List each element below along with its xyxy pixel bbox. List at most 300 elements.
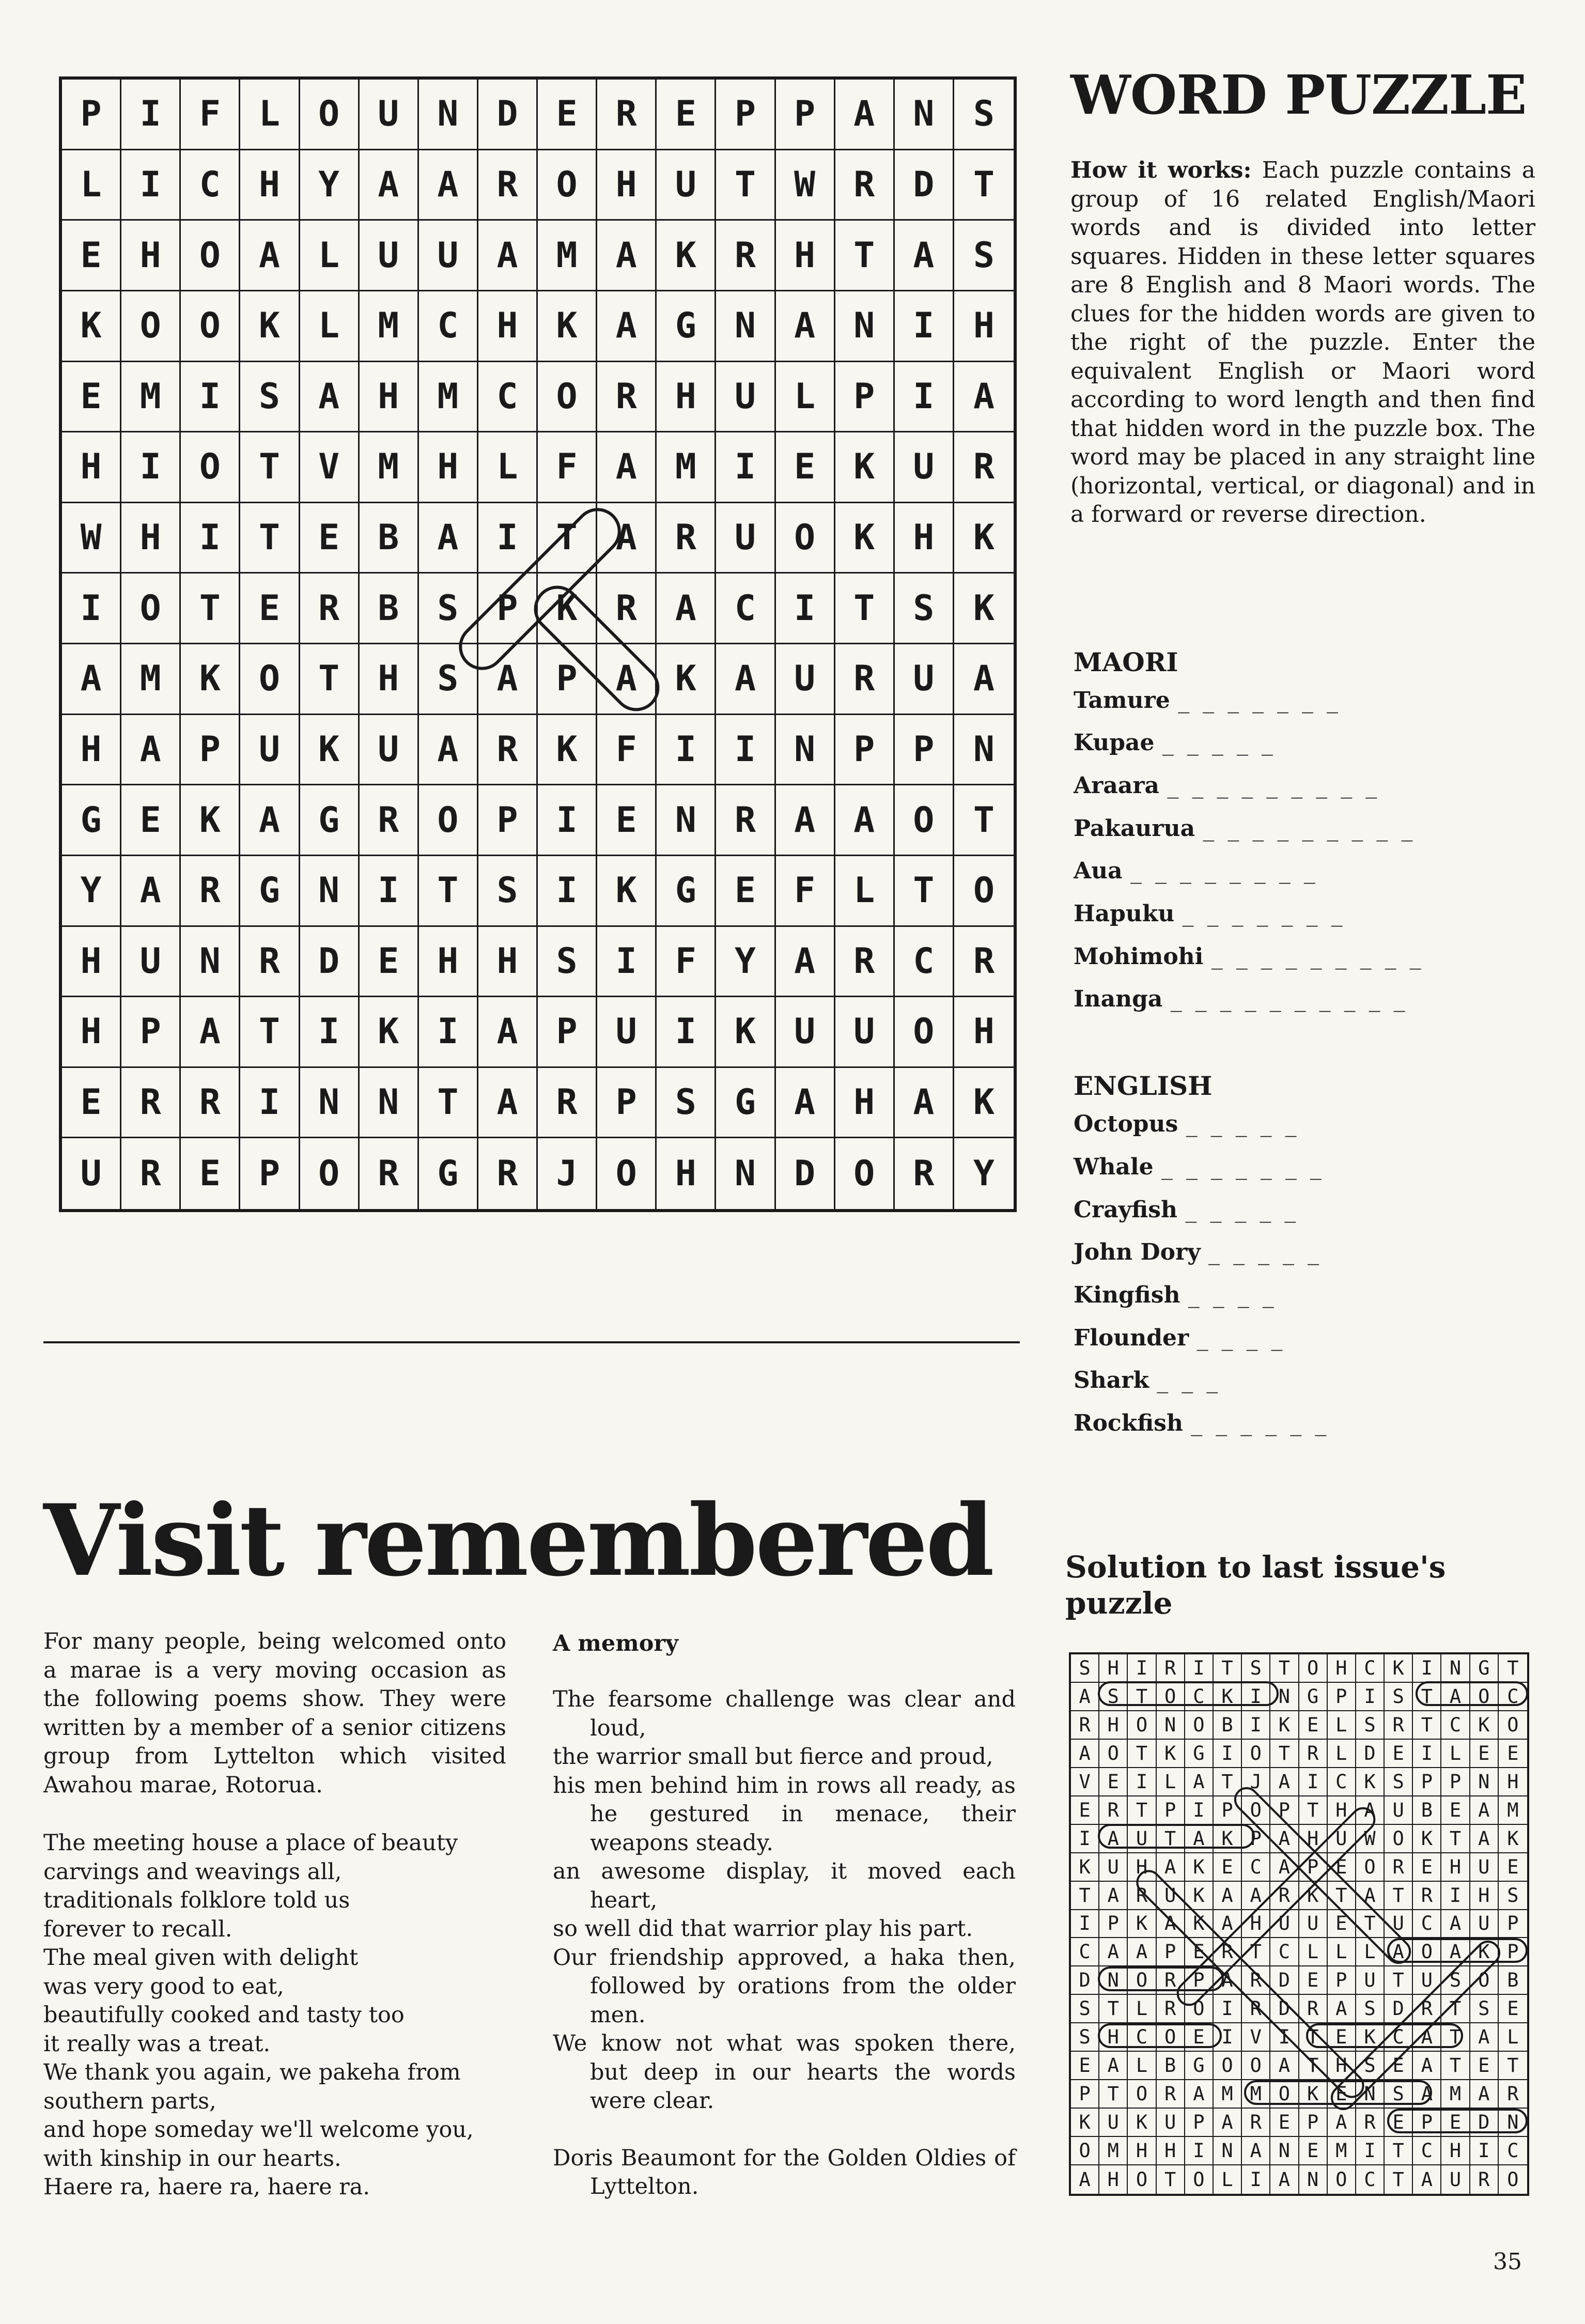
puzzle-letter-cell[interactable]: T (181, 574, 240, 644)
puzzle-letter-cell[interactable]: E (121, 785, 181, 856)
puzzle-letter-cell[interactable]: I (62, 574, 121, 644)
puzzle-letter-cell[interactable]: A (776, 1068, 835, 1139)
puzzle-letter-cell[interactable]: G (240, 856, 300, 927)
puzzle-letter-cell[interactable]: N (181, 927, 240, 998)
puzzle-letter-cell[interactable]: A (597, 291, 657, 362)
puzzle-letter-cell[interactable]: G (657, 291, 716, 362)
puzzle-letter-cell[interactable]: A (895, 1068, 954, 1139)
puzzle-letter-cell[interactable]: H (240, 150, 300, 221)
puzzle-letter-cell[interactable]: A (895, 221, 954, 291)
puzzle-letter-cell[interactable]: T (954, 785, 1014, 856)
puzzle-letter-cell[interactable]: W (62, 503, 121, 574)
solution-letter-cell: K (1299, 1882, 1328, 1910)
poem-line: so well did that warrior play his part. (553, 1916, 973, 1942)
puzzle-letter-cell[interactable]: N (419, 80, 478, 150)
puzzle-letter-cell[interactable]: A (240, 785, 300, 856)
solution-letter-cell: T (1385, 1882, 1413, 1910)
puzzle-letter-cell[interactable]: I (776, 574, 835, 644)
puzzle-letter-cell[interactable]: R (597, 362, 657, 433)
puzzle-letter-cell[interactable]: E (538, 80, 597, 150)
puzzle-letter-cell[interactable]: S (895, 574, 954, 644)
puzzle-letter-cell[interactable]: G (657, 856, 716, 927)
puzzle-letter-cell[interactable]: R (478, 1138, 538, 1209)
answer-blanks[interactable]: _ _ _ _ _ _ _ _ _ (1211, 943, 1424, 970)
puzzle-letter-cell[interactable]: C (181, 150, 240, 221)
answer-blanks[interactable]: _ _ _ _ _ (1186, 1111, 1300, 1137)
puzzle-letter-cell[interactable]: O (121, 291, 181, 362)
puzzle-letter-cell[interactable]: U (716, 503, 775, 574)
puzzle-letter-cell[interactable]: I (478, 503, 538, 574)
puzzle-letter-cell[interactable]: S (240, 362, 300, 433)
solution-letter-cell: E (1499, 1740, 1527, 1768)
puzzle-letter-cell[interactable]: U (776, 644, 835, 715)
puzzle-letter-cell[interactable]: A (776, 927, 835, 998)
puzzle-letter-cell[interactable]: I (419, 997, 478, 1068)
puzzle-letter-cell[interactable]: E (360, 927, 419, 998)
puzzle-letter-cell[interactable]: H (419, 927, 478, 998)
puzzle-letter-cell[interactable]: A (419, 715, 478, 786)
puzzle-letter-cell[interactable]: K (954, 503, 1014, 574)
puzzle-letter-cell[interactable]: A (181, 997, 240, 1068)
puzzle-letter-cell[interactable]: O (300, 1138, 360, 1209)
puzzle-letter-cell[interactable]: O (835, 1138, 895, 1209)
puzzle-letter-cell[interactable]: T (538, 503, 597, 574)
solution-letter-cell: I (1270, 2023, 1299, 2052)
puzzle-letter-cell[interactable]: C (895, 927, 954, 998)
puzzle-letter-cell[interactable]: R (835, 927, 895, 998)
solution-letter-cell: A (1328, 2109, 1356, 2137)
puzzle-letter-cell[interactable]: I (538, 785, 597, 856)
puzzle-letter-cell[interactable]: S (419, 644, 478, 715)
puzzle-letter-cell[interactable]: M (121, 362, 181, 433)
puzzle-letter-cell[interactable]: P (835, 362, 895, 433)
puzzle-letter-cell[interactable]: A (716, 644, 775, 715)
puzzle-letter-cell[interactable]: F (597, 715, 657, 786)
puzzle-letter-cell[interactable]: A (300, 362, 360, 433)
puzzle-letter-cell[interactable]: A (597, 503, 657, 574)
puzzle-letter-cell[interactable]: H (597, 150, 657, 221)
clue-word: Kupae (1074, 730, 1155, 756)
puzzle-letter-cell[interactable]: R (835, 644, 895, 715)
puzzle-letter-cell[interactable]: E (657, 80, 716, 150)
puzzle-letter-cell[interactable]: U (121, 927, 181, 998)
solution-letter-cell: A (1328, 1995, 1356, 2023)
puzzle-letter-cell[interactable]: I (716, 432, 775, 503)
solution-circle-eatet (1388, 2110, 1527, 2132)
puzzle-letter-cell[interactable]: R (181, 856, 240, 927)
puzzle-letter-cell[interactable]: A (419, 150, 478, 221)
puzzle-letter-cell[interactable]: F (657, 927, 716, 998)
puzzle-letter-cell[interactable]: O (240, 644, 300, 715)
puzzle-letter-cell[interactable]: E (597, 785, 657, 856)
puzzle-letter-cell[interactable]: N (835, 291, 895, 362)
puzzle-letter-cell[interactable]: N (716, 1138, 775, 1209)
puzzle-letter-cell[interactable]: L (776, 362, 835, 433)
puzzle-letter-cell[interactable]: D (776, 1138, 835, 1209)
puzzle-letter-cell[interactable]: A (776, 785, 835, 856)
puzzle-letter-cell[interactable]: O (538, 362, 597, 433)
puzzle-letter-cell[interactable]: D (478, 80, 538, 150)
puzzle-letter-cell[interactable]: K (360, 997, 419, 1068)
puzzle-letter-cell[interactable]: R (478, 715, 538, 786)
puzzle-letter-cell[interactable]: A (121, 856, 181, 927)
puzzle-letter-cell[interactable]: E (181, 1138, 240, 1209)
answer-blanks[interactable]: _ _ _ _ (1196, 1325, 1286, 1351)
puzzle-letter-cell[interactable]: M (121, 644, 181, 715)
puzzle-letter-cell[interactable]: N (360, 1068, 419, 1139)
puzzle-letter-cell[interactable]: E (716, 856, 775, 927)
puzzle-letter-cell[interactable]: U (835, 997, 895, 1068)
puzzle-letter-cell[interactable]: G (716, 1068, 775, 1139)
puzzle-letter-cell[interactable]: C (419, 291, 478, 362)
puzzle-letter-cell[interactable]: R (835, 150, 895, 221)
puzzle-letter-cell[interactable]: A (478, 997, 538, 1068)
puzzle-letter-cell[interactable]: G (419, 1138, 478, 1209)
solution-letter-cell: K (1214, 1683, 1242, 1711)
puzzle-letter-cell[interactable]: I (240, 1068, 300, 1139)
puzzle-letter-cell[interactable]: G (300, 785, 360, 856)
puzzle-letter-cell[interactable]: K (954, 574, 1014, 644)
puzzle-letter-cell[interactable]: U (360, 221, 419, 291)
puzzle-letter-cell[interactable]: T (240, 503, 300, 574)
puzzle-letter-cell[interactable]: E (62, 1068, 121, 1139)
puzzle-letter-cell[interactable]: I (895, 291, 954, 362)
clue-word: Shark (1074, 1367, 1149, 1393)
puzzle-letter-cell[interactable]: H (835, 1068, 895, 1139)
puzzle-letter-cell[interactable]: R (954, 432, 1014, 503)
puzzle-letter-cell[interactable]: D (300, 927, 360, 998)
puzzle-letter-cell[interactable]: H (62, 997, 121, 1068)
puzzle-letter-cell[interactable]: R (716, 221, 775, 291)
puzzle-letter-cell[interactable]: H (954, 997, 1014, 1068)
puzzle-letter-cell[interactable]: K (538, 291, 597, 362)
puzzle-letter-cell[interactable]: I (657, 997, 716, 1068)
puzzle-letter-cell[interactable]: Y (62, 856, 121, 927)
puzzle-letter-cell[interactable]: O (300, 80, 360, 150)
puzzle-letter-cell[interactable]: K (657, 644, 716, 715)
puzzle-letter-cell[interactable]: U (360, 715, 419, 786)
puzzle-letter-cell[interactable]: O (895, 785, 954, 856)
puzzle-letter-cell[interactable]: H (62, 432, 121, 503)
puzzle-letter-cell[interactable]: S (954, 221, 1014, 291)
poem-line: forever to recall. (43, 1916, 232, 1942)
puzzle-letter-cell[interactable]: H (657, 1138, 716, 1209)
puzzle-letter-cell[interactable]: I (597, 927, 657, 998)
puzzle-letter-cell[interactable]: B (360, 574, 419, 644)
puzzle-letter-cell[interactable]: P (716, 80, 775, 150)
puzzle-letter-cell[interactable]: H (954, 291, 1014, 362)
answer-blanks[interactable]: _ _ _ _ _ _ _ _ _ (1167, 772, 1380, 799)
puzzle-letter-cell[interactable]: O (181, 221, 240, 291)
answer-blanks[interactable]: _ _ _ (1157, 1367, 1221, 1393)
puzzle-letter-cell[interactable]: L (835, 856, 895, 927)
puzzle-letter-cell[interactable]: R (597, 574, 657, 644)
solution-letter-cell: O (1413, 1938, 1441, 1966)
puzzle-letter-cell[interactable]: I (538, 856, 597, 927)
puzzle-letter-cell[interactable]: T (954, 150, 1014, 221)
puzzle-letter-cell[interactable]: T (895, 856, 954, 927)
puzzle-letter-cell[interactable]: E (776, 432, 835, 503)
puzzle-letter-cell[interactable]: R (716, 785, 775, 856)
puzzle-letter-cell[interactable]: T (240, 432, 300, 503)
puzzle-letter-cell[interactable]: F (538, 432, 597, 503)
puzzle-letter-cell[interactable]: I (716, 715, 775, 786)
puzzle-letter-cell[interactable]: R (478, 150, 538, 221)
puzzle-letter-cell[interactable]: O (597, 1138, 657, 1209)
answer-blanks[interactable]: _ _ _ _ _ _ _ _ _ (1203, 815, 1416, 842)
puzzle-letter-cell[interactable]: I (181, 362, 240, 433)
puzzle-letter-cell[interactable]: A (478, 1068, 538, 1139)
puzzle-letter-cell[interactable]: I (895, 362, 954, 433)
english-heading: ENGLISH (1074, 1071, 1213, 1101)
puzzle-letter-cell[interactable]: O (121, 574, 181, 644)
puzzle-letter-cell[interactable]: P (895, 715, 954, 786)
puzzle-letter-cell[interactable]: R (181, 1068, 240, 1139)
puzzle-letter-cell[interactable]: A (954, 362, 1014, 433)
puzzle-letter-cell[interactable]: A (478, 221, 538, 291)
puzzle-letter-cell[interactable]: Y (973, 1153, 994, 1195)
puzzle-letter-cell[interactable]: T (300, 644, 360, 715)
puzzle-letter-cell[interactable]: A (597, 432, 657, 503)
puzzle-letter-cell[interactable]: H (62, 927, 121, 998)
puzzle-letter-cell[interactable]: T (716, 150, 775, 221)
puzzle-letter-cell[interactable]: I (121, 150, 181, 221)
solution-letter-cell: R (1128, 1882, 1156, 1910)
solution-letter-cell: U (1157, 1882, 1185, 1910)
puzzle-letter-cell[interactable]: U (895, 644, 954, 715)
puzzle-letter-cell[interactable]: N (954, 715, 1014, 786)
puzzle-letter-cell[interactable]: P (478, 574, 538, 644)
puzzle-letter-cell[interactable]: P (240, 1138, 300, 1209)
puzzle-letter-cell[interactable]: W (776, 150, 835, 221)
puzzle-letter-cell[interactable]: U (895, 432, 954, 503)
puzzle-letter-cell[interactable]: N (776, 715, 835, 786)
puzzle-letter-cell[interactable]: R (895, 1138, 954, 1209)
puzzle-letter-cell[interactable]: D (895, 150, 954, 221)
puzzle-letter-cell[interactable]: K (538, 574, 597, 644)
puzzle-letter-cell[interactable]: M (538, 221, 597, 291)
poem-line: his men behind him in rows all ready, as he gestured in menace, their weapons steady. (553, 1772, 1016, 1856)
puzzle-letter-cell[interactable]: B (360, 503, 419, 574)
puzzle-letter-cell[interactable]: P (835, 715, 895, 786)
puzzle-letter-cell[interactable]: U (419, 221, 478, 291)
solution-letter-cell: N (1499, 2109, 1527, 2137)
puzzle-letter-cell[interactable]: H (478, 291, 538, 362)
puzzle-letter-cell[interactable]: A (62, 644, 121, 715)
puzzle-letter-cell[interactable]: K (835, 503, 895, 574)
puzzle-letter-cell[interactable]: U (240, 715, 300, 786)
answer-blanks[interactable]: _ _ _ _ _ (1162, 730, 1276, 756)
puzzle-letter-cell[interactable]: H (360, 362, 419, 433)
puzzle-letter-cell[interactable]: A (597, 644, 657, 715)
puzzle-letter-cell[interactable]: I (657, 715, 716, 786)
puzzle-letter-cell[interactable]: A (835, 80, 895, 150)
puzzle-letter-cell[interactable]: U (360, 80, 419, 150)
puzzle-letter-cell[interactable]: U (716, 362, 775, 433)
puzzle-letter-cell[interactable]: J (538, 1138, 597, 1209)
puzzle-letter-cell[interactable]: P (62, 80, 121, 150)
puzzle-letter-cell[interactable]: A (657, 574, 716, 644)
puzzle-letter-cell[interactable]: T (835, 221, 895, 291)
puzzle-letter-cell[interactable]: A (835, 785, 895, 856)
puzzle-letter-cell[interactable]: Y (300, 150, 360, 221)
puzzle-letter-cell[interactable]: P (538, 997, 597, 1068)
answer-blanks[interactable]: _ _ _ _ _ _ _ (1182, 901, 1346, 927)
puzzle-letter-cell[interactable]: E (62, 362, 121, 433)
puzzle-letter-cell[interactable]: R (360, 1138, 419, 1209)
puzzle-letter-cell[interactable]: P (478, 785, 538, 856)
puzzle-letter-cell[interactable]: L (300, 221, 360, 291)
puzzle-letter-cell[interactable]: O (419, 785, 478, 856)
puzzle-letter-cell[interactable]: H (419, 432, 478, 503)
puzzle-letter-cell[interactable]: S (657, 1068, 716, 1139)
puzzle-letter-cell[interactable]: E (300, 503, 360, 574)
puzzle-letter-cell[interactable]: G (62, 785, 121, 856)
puzzle-letter-cell[interactable]: A (776, 291, 835, 362)
answer-blanks[interactable]: _ _ _ _ _ _ _ _ _ _ (1170, 986, 1408, 1012)
puzzle-letter-cell[interactable]: E (62, 221, 121, 291)
puzzle-letter-cell[interactable]: A (360, 150, 419, 221)
puzzle-letter-cell[interactable]: I (181, 503, 240, 574)
puzzle-letter-cell[interactable]: A (478, 644, 538, 715)
puzzle-letter-cell[interactable]: P (597, 1068, 657, 1139)
puzzle-letter-cell[interactable]: S (478, 856, 538, 927)
puzzle-letter-cell[interactable]: H (360, 644, 419, 715)
puzzle-letter-cell[interactable]: M (360, 432, 419, 503)
answer-blanks[interactable]: _ _ _ _ _ _ _ _ (1130, 858, 1318, 884)
solution-letter-cell: L (1499, 2023, 1527, 2052)
puzzle-letter-cell[interactable]: H (121, 503, 181, 574)
puzzle-letter-cell[interactable]: R (597, 80, 657, 150)
answer-blanks[interactable]: _ _ _ _ _ _ _ (1161, 1154, 1325, 1180)
puzzle-letter-cell[interactable]: A (954, 644, 1014, 715)
puzzle-letter-cell[interactable]: I (121, 80, 181, 150)
answer-blanks[interactable]: _ _ _ _ (1188, 1282, 1277, 1308)
puzzle-letter-cell[interactable]: U (657, 150, 716, 221)
puzzle-letter-cell[interactable]: I (300, 997, 360, 1068)
puzzle-letter-cell[interactable]: R (300, 574, 360, 644)
solution-letter-cell: E (1441, 2109, 1470, 2137)
puzzle-letter-cell[interactable]: U (776, 997, 835, 1068)
puzzle-letter-cell[interactable]: R (954, 927, 1014, 998)
puzzle-letter-cell[interactable]: R (657, 503, 716, 574)
puzzle-letter-cell[interactable]: N (716, 291, 775, 362)
puzzle-letter-cell[interactable]: I (121, 432, 181, 503)
puzzle-letter-cell[interactable]: M (360, 291, 419, 362)
puzzle-letter-cell[interactable]: H (895, 503, 954, 574)
puzzle-letter-cell[interactable]: A (121, 715, 181, 786)
answer-blanks[interactable]: _ _ _ _ _ (1185, 1197, 1299, 1223)
puzzle-letter-cell[interactable]: T (419, 856, 478, 927)
puzzle-letter-cell[interactable]: E (240, 574, 300, 644)
clue-word: Kingfish (1074, 1282, 1180, 1308)
puzzle-letter-cell[interactable]: A (419, 503, 478, 574)
puzzle-letter-cell[interactable]: N (657, 785, 716, 856)
puzzle-letter-cell[interactable]: U (62, 1138, 121, 1209)
puzzle-letter-cell[interactable]: T (419, 1068, 478, 1139)
puzzle-letter-cell[interactable]: O (776, 503, 835, 574)
puzzle-letter-cell[interactable]: K (240, 291, 300, 362)
puzzle-letter-cell[interactable]: H (62, 715, 121, 786)
puzzle-letter-cell[interactable]: H (478, 927, 538, 998)
solution-letter-cell: A (1413, 2080, 1441, 2109)
puzzle-letter-cell[interactable]: N (300, 856, 360, 927)
puzzle-letter-cell[interactable]: K (181, 644, 240, 715)
solution-letter-cell: H (1328, 1654, 1356, 1683)
puzzle-letter-cell[interactable]: A (597, 221, 657, 291)
puzzle-letter-cell[interactable]: R (240, 927, 300, 998)
puzzle-letter-cell[interactable]: K (538, 715, 597, 786)
puzzle-letter-cell[interactable]: S (954, 80, 1014, 150)
puzzle-letter-cell[interactable]: R (360, 785, 419, 856)
puzzle-letter-cell[interactable]: F (776, 856, 835, 927)
puzzle-letter-cell[interactable]: M (419, 362, 478, 433)
puzzle-letter-cell[interactable]: T (835, 574, 895, 644)
puzzle-letter-cell[interactable]: H (776, 221, 835, 291)
puzzle-letter-cell[interactable]: V (300, 432, 360, 503)
puzzle-letter-cell[interactable]: K (62, 291, 121, 362)
puzzle-letter-cell[interactable]: C (478, 362, 538, 433)
answer-blanks[interactable]: _ _ _ _ _ _ (1191, 1410, 1330, 1436)
puzzle-letter-cell[interactable]: K (597, 856, 657, 927)
puzzle-letter-cell[interactable]: L (240, 80, 300, 150)
puzzle-letter-cell[interactable]: O (181, 291, 240, 362)
puzzle-letter-cell[interactable]: H (121, 221, 181, 291)
puzzle-letter-cell[interactable]: O (954, 856, 1014, 927)
puzzle-letter-cell[interactable]: L (62, 150, 121, 221)
puzzle-letter-cell[interactable]: A (240, 221, 300, 291)
puzzle-letter-cell[interactable]: K (716, 997, 775, 1068)
puzzle-letter-cell[interactable]: K (181, 785, 240, 856)
puzzle-letter-cell[interactable]: P (121, 997, 181, 1068)
solution-letter-cell: T (1270, 1654, 1299, 1683)
puzzle-letter-cell[interactable]: H (657, 362, 716, 433)
puzzle-letter-cell[interactable]: N (895, 80, 954, 150)
puzzle-letter-cell[interactable]: R (121, 1068, 181, 1139)
puzzle-letter-cell[interactable]: F (181, 80, 240, 150)
puzzle-letter-cell[interactable]: O (538, 150, 597, 221)
puzzle-letter-cell[interactable]: K (657, 221, 716, 291)
puzzle-letter-cell[interactable]: R (121, 1138, 181, 1209)
solution-letter-cell: A (1071, 2165, 1099, 2194)
puzzle-letter-cell[interactable]: O (181, 432, 240, 503)
puzzle-letter-cell[interactable]: R (538, 1068, 597, 1139)
puzzle-letter-cell[interactable]: M (657, 432, 716, 503)
puzzle-letter-cell[interactable]: N (300, 1068, 360, 1139)
puzzle-letter-cell[interactable]: S (419, 574, 478, 644)
solution-letter-cell: P (1185, 1966, 1214, 1995)
puzzle-letter-cell[interactable]: P (776, 80, 835, 150)
puzzle-letter-cell[interactable]: O (895, 997, 954, 1068)
solution-letter-cell: A (1185, 2080, 1214, 2109)
puzzle-letter-cell[interactable]: S (538, 927, 597, 998)
puzzle-letter-cell[interactable]: C (716, 574, 775, 644)
puzzle-letter-cell[interactable]: L (478, 432, 538, 503)
puzzle-letter-cell[interactable]: K (954, 1068, 1014, 1139)
puzzle-letter-cell[interactable]: T (240, 997, 300, 1068)
puzzle-letter-cell[interactable]: P (181, 715, 240, 786)
puzzle-letter-cell[interactable]: K (835, 432, 895, 503)
answer-blanks[interactable]: _ _ _ _ _ (1208, 1239, 1322, 1265)
puzzle-letter-cell[interactable]: L (300, 291, 360, 362)
puzzle-letter-cell[interactable]: P (538, 644, 597, 715)
solution-letter-cell: O (1470, 1966, 1499, 1995)
puzzle-letter-cell[interactable]: U (597, 997, 657, 1068)
puzzle-letter-cell[interactable]: K (300, 715, 360, 786)
puzzle-letter-cell[interactable]: I (360, 856, 419, 927)
puzzle-letter-cell[interactable]: Y (716, 927, 775, 998)
answer-blanks[interactable]: _ _ _ _ _ _ _ (1178, 687, 1342, 714)
